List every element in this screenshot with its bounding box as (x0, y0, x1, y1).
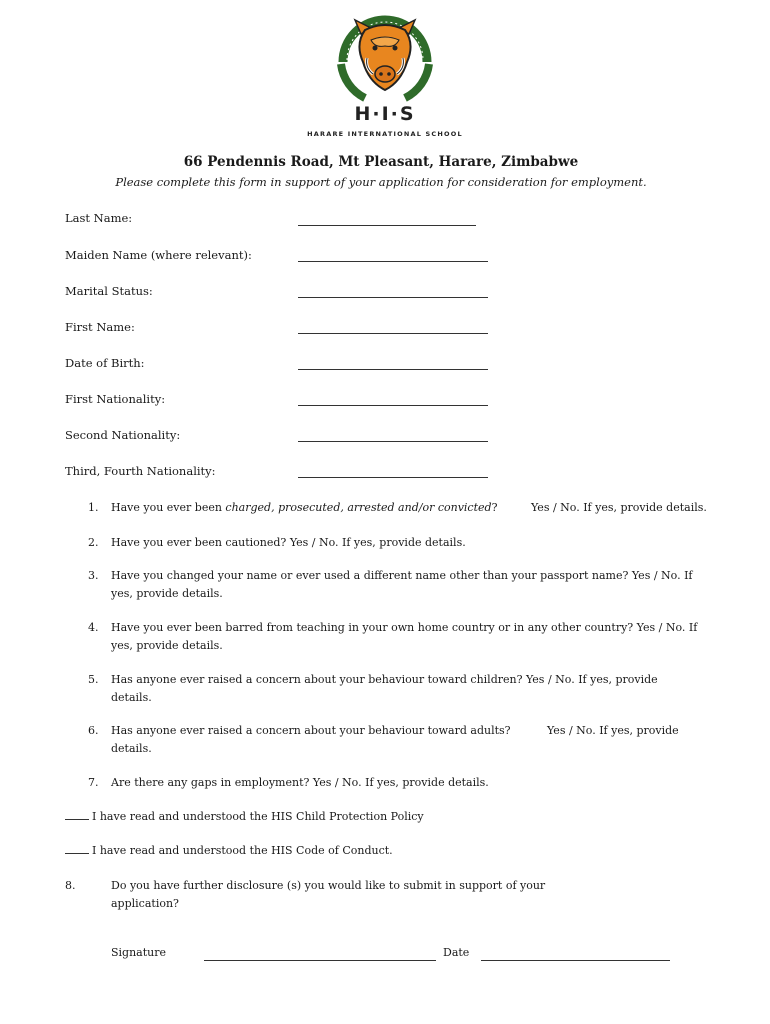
last-name-field[interactable] (298, 225, 476, 226)
q2-text: Have you ever been cautioned? Yes / No. If yes, provide details. (111, 536, 466, 549)
warthog-crest-icon (325, 12, 445, 102)
date-field[interactable] (481, 960, 670, 961)
policy-acknowledgement-text: I have read and understood the HIS Child Protection Policy (92, 810, 424, 823)
q3-number: 3. (88, 569, 99, 582)
conduct-acknowledgement (65, 844, 393, 857)
q6-text-line1: Has anyone ever raised a concern about your behaviour toward adults? (111, 724, 511, 737)
first-nationality-field[interactable] (298, 405, 488, 406)
marital-status-field[interactable] (298, 297, 488, 298)
q4-number: 4. (88, 621, 99, 634)
signature-label: Signature (111, 946, 167, 959)
maiden-name-field[interactable] (298, 261, 488, 262)
q1-italic: charged, prosecuted, arrested and/or convicted (225, 501, 492, 514)
q4-text-line1: Have you ever been barred from teaching in your own home country or in any other country? Yes / No. If (111, 621, 698, 634)
signature-field[interactable] (204, 960, 436, 961)
q1-text (111, 499, 497, 516)
maiden-name-label: Maiden Name (where relevant): (65, 248, 252, 262)
q3-text-line2: yes, provide details. (111, 587, 223, 600)
q1-post: ? (491, 501, 498, 514)
q7-text: Are there any gaps in employment? Yes / No. If yes, provide details. (111, 776, 489, 789)
q1-answer-prompt: Yes / No. If yes, provide details. (531, 501, 707, 514)
q5-number: 5. (88, 673, 99, 686)
date-of-birth-field[interactable] (298, 369, 488, 370)
conduct-acknowledgement-text: I have read and understood the HIS Code of Conduct. (92, 844, 393, 857)
q1-pre: Have you ever been (111, 501, 226, 514)
logo-school-name: HARARE INTERNATIONAL SCHOOL (307, 130, 463, 138)
q5-text-line2: details. (111, 691, 152, 704)
q8-text-line2: application? (111, 897, 179, 910)
q2-number: 2. (88, 536, 99, 549)
policy-acknowledgement-blank[interactable] (65, 819, 89, 820)
q8-number: 8. (65, 879, 76, 892)
q5-text-line1: Has anyone ever raised a concern about your behaviour toward children? Yes / No. If yes, provide (111, 673, 658, 686)
policy-acknowledgement (65, 810, 424, 823)
marital-status-label: Marital Status: (65, 284, 153, 298)
q4-text-line2: yes, provide details. (111, 639, 223, 652)
third-fourth-nationality-label: Third, Fourth Nationality: (65, 464, 216, 478)
logo-letters: H·I·S (354, 103, 416, 125)
q8-text-line1: Do you have further disclosure (s) you would like to submit in support of your (111, 879, 546, 892)
q6-text-line2: details. (111, 742, 152, 755)
second-nationality-label: Second Nationality: (65, 428, 181, 442)
q6-number: 6. (88, 724, 99, 737)
date-of-birth-label: Date of Birth: (65, 356, 145, 370)
second-nationality-field[interactable] (298, 441, 488, 442)
form-subtitle: Please complete this form in support of your application for consideration for employment. (115, 175, 647, 189)
school-address: 66 Pendennis Road, Mt Pleasant, Harare, Zimbabwe (183, 154, 579, 170)
q1-number: 1. (88, 501, 99, 514)
q7-number: 7. (88, 776, 99, 789)
school-logo (0, 12, 770, 138)
date-label: Date (443, 946, 470, 959)
first-name-label: First Name: (65, 320, 135, 334)
q3-text-line1: Have you changed your name or ever used a different name other than your passport name? Yes / No. If (111, 569, 693, 582)
last-name-label: Last Name: (65, 211, 133, 225)
conduct-acknowledgement-blank[interactable] (65, 853, 89, 854)
q6-answer-prompt: Yes / No. If yes, provide (547, 724, 679, 737)
first-nationality-label: First Nationality: (65, 392, 166, 406)
third-fourth-nationality-field[interactable] (298, 477, 488, 478)
first-name-field[interactable] (298, 333, 488, 334)
